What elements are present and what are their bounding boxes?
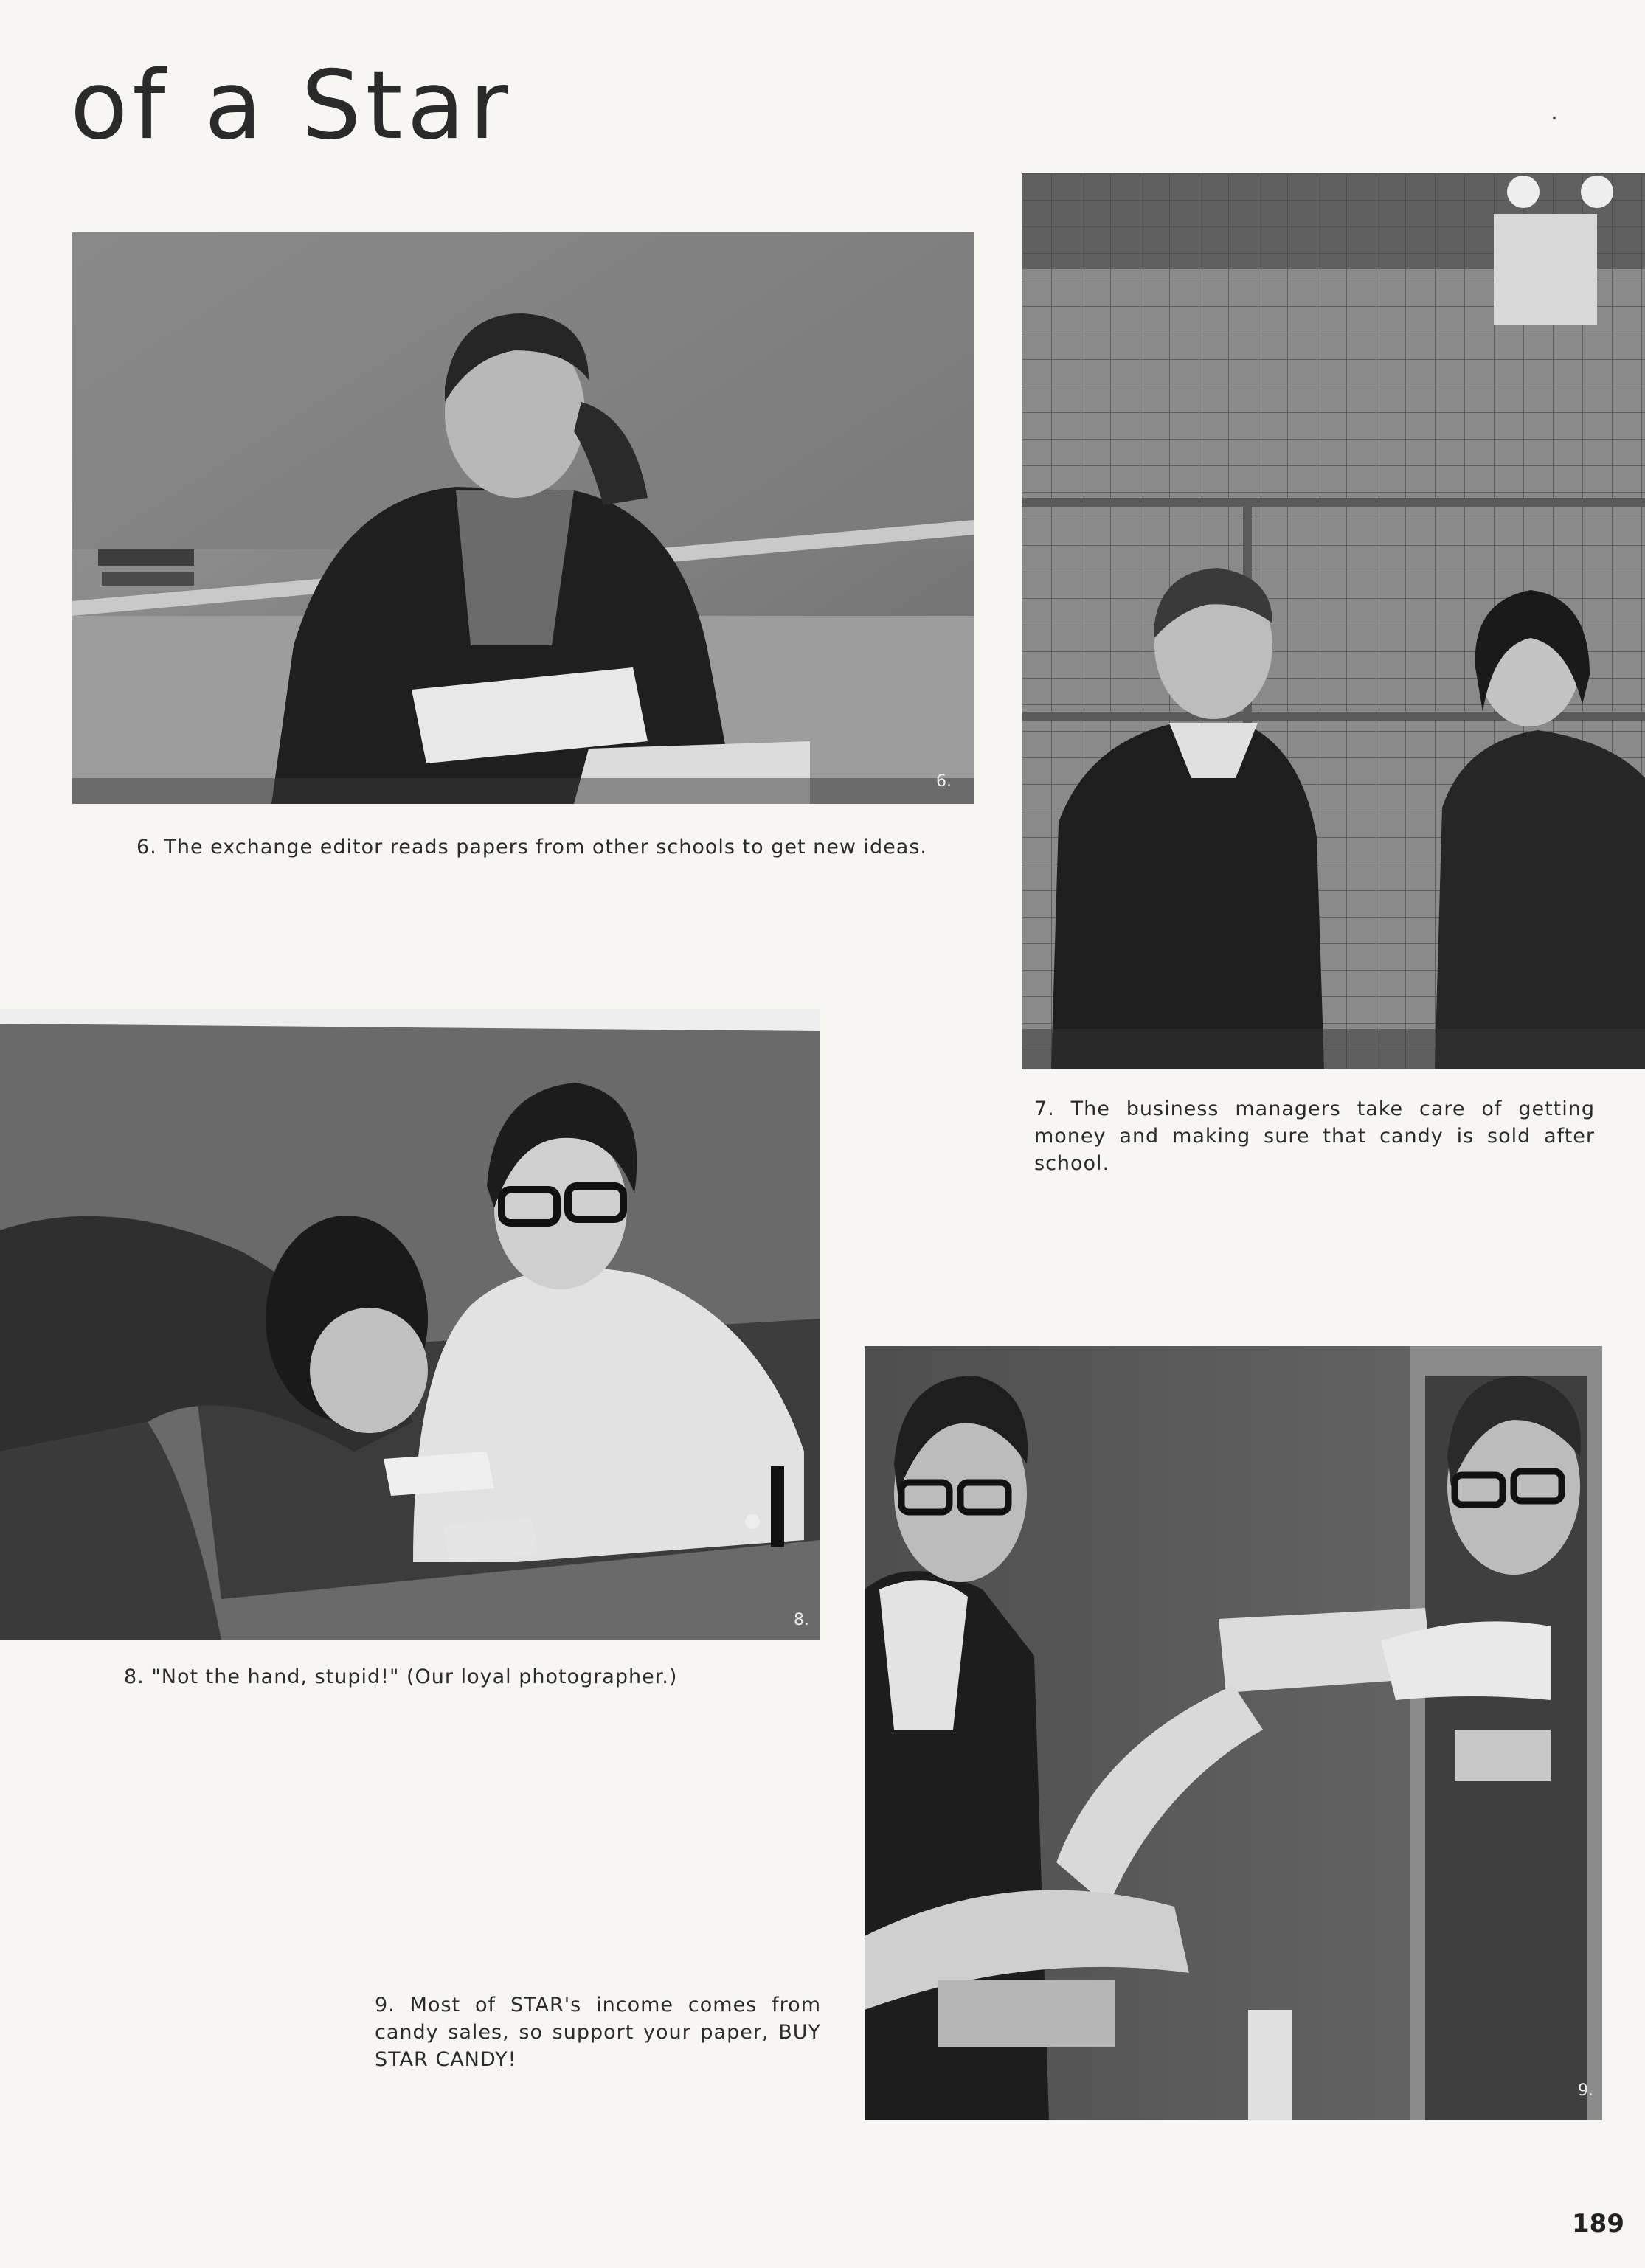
page-title: of a Star [70,51,513,161]
photo-8-number: 8. [794,1611,809,1629]
photo-7-business-managers [1022,173,1645,1069]
caption-7: 7. The business managers take care of getting money and making sure that candy is sold after school. [1034,1097,1595,1175]
photo-9-candy-sales [865,1346,1602,2120]
photo-6-exchange-editor [72,232,974,804]
page-number: 189 [1572,2209,1624,2238]
photo-8-photographer [0,1009,820,1640]
photo-9-number: 9. [1578,2081,1593,2100]
caption-6: 6. The exchange editor reads papers from other schools to get new ideas. [136,836,927,859]
caption-9: 9. Most of STAR's income comes from candy sales, so support your paper, BUY STAR CANDY! [375,1994,821,2071]
print-speck [1553,117,1556,119]
photo-6-number: 6. [936,772,952,791]
caption-8: 8. "Not the hand, stupid!" (Our loyal photographer.) [124,1665,678,1688]
